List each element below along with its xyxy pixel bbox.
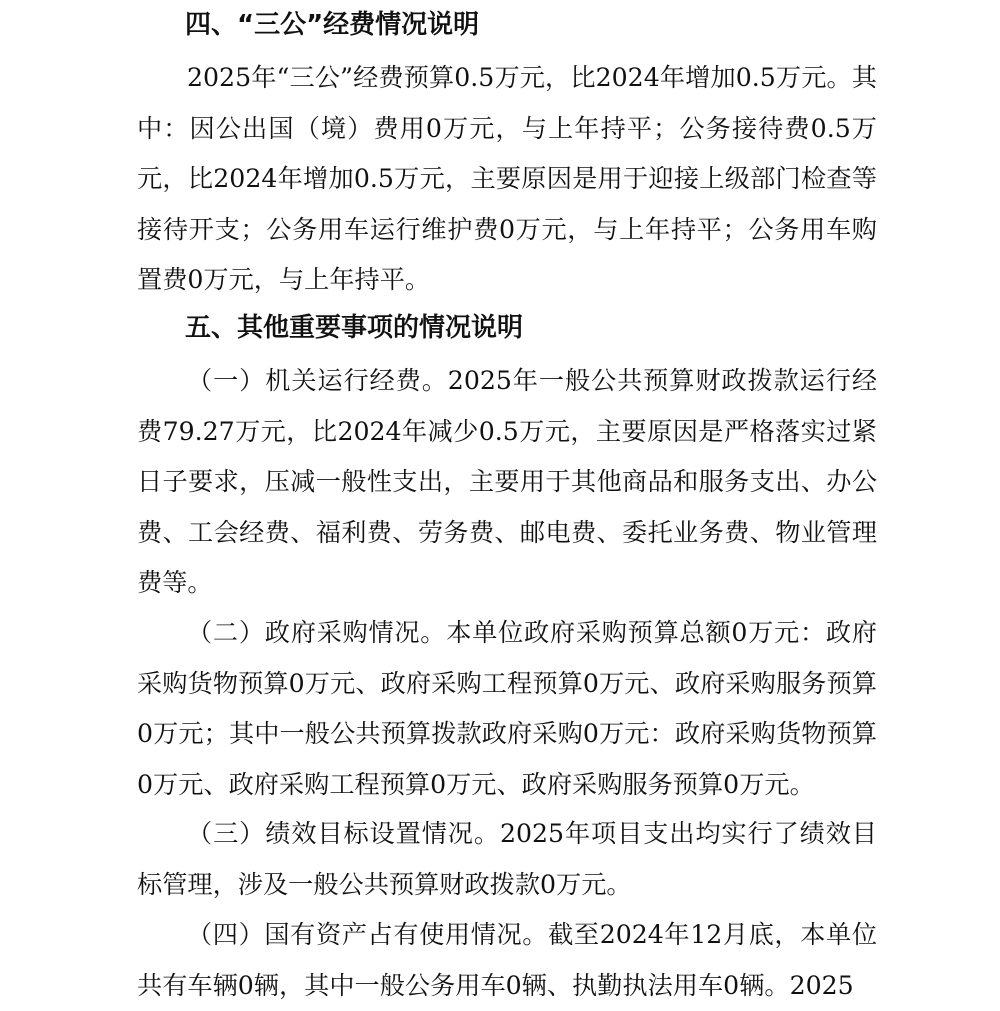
item-4-lead: （四）国有资产占有使用情况。 (187, 920, 549, 949)
item-3-lead: （三）绩效目标设置情况。 (187, 819, 500, 848)
item-2-text: 本单位政府采购预算总额0万元：政府采购货物预算0万元、政府采购工程预算0万元、政府采购服务预算0万元；其中一般公共预算拨款政府采购0万元：政府采购货物预算0万元、政府采购工程预算0万元、政府采购服务预算0万元。 (137, 618, 877, 799)
item-4-paragraph (137, 910, 877, 1011)
item-1-lead: （一）机关运行经费。 (187, 366, 448, 395)
item-2-paragraph (137, 608, 877, 810)
item-4-text: 截至2024年12月底，本单位共有车辆0辆，其中一般公务用车0辆、执勤执法用车0辆。2025 (137, 920, 878, 1000)
section-4-body: 2025年“三公”经费预算0.5万元，比2024年增加0.5万元。其中：因公出国（境）费用0万元，与上年持平；公务接待费0.5万元，比2024年增加0.5万元，主要原因是用于迎接上级部门检查等接待开支；公务用车运行维护费0万元，与上年持平；公务用车购置费0万元，与上年持平。 (137, 63, 877, 294)
item-3-paragraph (137, 809, 877, 910)
item-1-paragraph (137, 356, 877, 609)
item-1-text: 2025年一般公共预算财政拨款运行经费79.27万元，比2024年减少0.5万元，主要原因是严格落实过紧日子要求，压减一般性支出，主要用于其他商品和服务支出、办公费、工会经费、福利费、劳务费、邮电费、委托业务费、物业管理费等。 (137, 366, 878, 597)
section-4-heading: 四、“三公”经费情况说明 (185, 10, 480, 40)
item-2-lead: （二）政府采购情况。 (187, 618, 447, 647)
item-3-text: 2025年项目支出均实行了绩效目标管理，涉及一般公共预算财政拨款0万元。 (137, 819, 877, 899)
section-5-heading: 五、其他重要事项的情况说明 (185, 313, 524, 343)
